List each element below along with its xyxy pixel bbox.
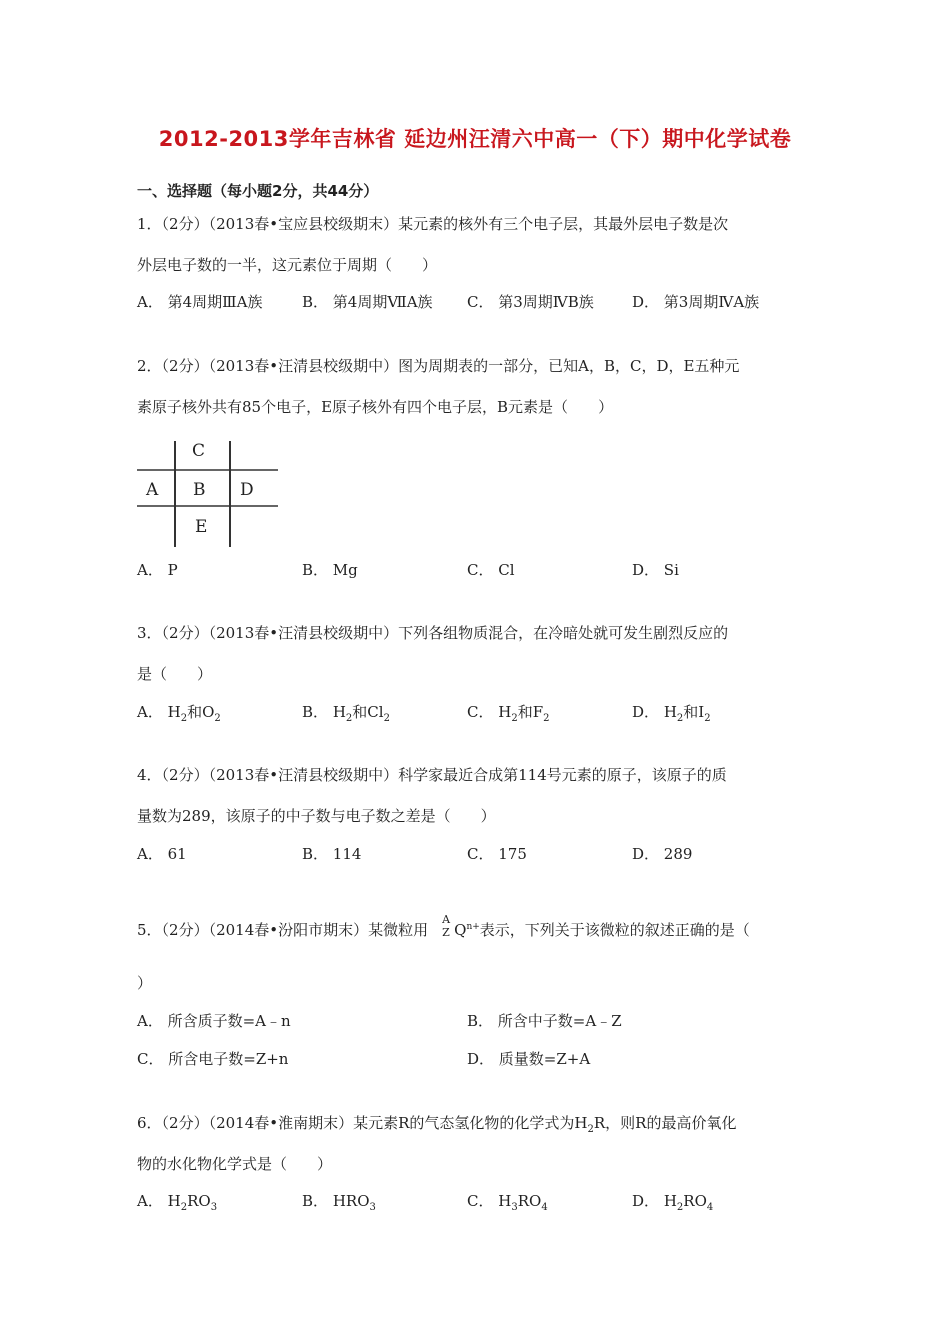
q5-option-b[interactable]: B． 所含中子数=A﹣Z: [467, 1012, 622, 1030]
q2-option-b[interactable]: B． Mg: [302, 561, 358, 579]
q5-options-row1: [137, 1010, 817, 1030]
q3-option-b[interactable]: B． $H_2$和$Cl_2$: [302, 703, 390, 724]
q2-stem-line2: 素原子核外共有85个电子，E原子核外有四个电子层，B元素是（ ）: [137, 398, 614, 416]
q3-option-a[interactable]: A． $H_2$和$O_2$: [137, 703, 221, 724]
q4-stem-line1: 4．（2分）（2013春•汪清县校级期中）科学家最近合成第114号元素的原子，该原子的质: [137, 766, 727, 784]
q3-stem-line2: 是（ ）: [137, 665, 213, 683]
q1-option-b[interactable]: B． 第4周期ⅦA族: [302, 293, 433, 311]
q6-stem-line2: 物的水化物化学式是（ ）: [137, 1155, 333, 1173]
q1-option-c[interactable]: C． 第3周期ⅣB族: [467, 293, 594, 311]
section-heading: 一、选择题（每小题2分，共44分）: [137, 182, 379, 200]
q5-option-c[interactable]: C． 所含电子数=Z+n: [137, 1050, 289, 1068]
page-title: 2012-2013学年吉林省 延边州汪清六中高一（下）期中化学试卷: [158, 127, 792, 151]
q5-stem-line2: ）: [137, 974, 153, 992]
q1-stem-line1: 1．（2分）（2013春•宝应县校级期末）某元素的核外有三个电子层，其最外层电子数是次: [137, 215, 729, 233]
q2-option-a[interactable]: A． P: [137, 561, 178, 579]
q2-stem-line1: 2．（2分）（2013春•汪清县校级期中）图为周期表的一部分，已知A，B，C，D，E五种元: [137, 357, 740, 375]
q3-options: [137, 701, 817, 724]
q6-option-b[interactable]: B． $HRO_3$: [302, 1192, 376, 1213]
q3-option-c[interactable]: C． $H_2$和$F_2$: [467, 703, 550, 724]
q3-option-d[interactable]: D． $H_2$和$I_2$: [632, 703, 711, 724]
q4-options: [137, 843, 817, 863]
table-cell-b: B: [193, 480, 206, 500]
q6-option-a[interactable]: A． $H_2RO_3$: [137, 1192, 218, 1213]
q1-options: [137, 291, 817, 311]
table-cell-d: D: [240, 480, 254, 500]
q1-option-a[interactable]: A． 第4周期ⅢA族: [137, 293, 263, 311]
q4-option-a[interactable]: A． 61: [137, 845, 187, 863]
periodic-table-fragment: [137, 441, 278, 547]
q2-option-d[interactable]: D． Si: [632, 561, 679, 579]
q1-stem-line2: 外层电子数的一半，这元素位于周期（ ）: [137, 256, 438, 274]
q4-option-c[interactable]: C． 175: [467, 845, 527, 863]
q6-stem-line1: 6．（2分）（2014春•淮南期末）某元素R的气态氢化物的化学式为$H_2R$，则R的最高价氧化: [137, 1114, 737, 1135]
q1-option-d[interactable]: D． 第3周期ⅣA族: [632, 293, 760, 311]
table-cell-c: C: [192, 441, 206, 461]
q4-option-b[interactable]: B． 114: [302, 845, 362, 863]
nuclide-symbol: A Z: [442, 913, 451, 939]
table-cell-a: A: [146, 480, 159, 500]
q2-option-c[interactable]: C． Cl: [467, 561, 515, 579]
q5-option-a[interactable]: A． 所含质子数=A﹣n: [137, 1012, 291, 1030]
q5-options-row2: [137, 1048, 817, 1068]
q6-option-c[interactable]: C． $H_3RO_4$: [467, 1192, 548, 1213]
table-cell-e: E: [195, 517, 208, 537]
q5-option-d[interactable]: D． 质量数=Z+A: [467, 1050, 591, 1068]
q6-option-d[interactable]: D． $H_2RO_4$: [632, 1192, 714, 1213]
q2-options: [137, 559, 817, 579]
q3-stem-line1: 3．（2分）（2013春•汪清县校级期中）下列各组物质混合，在冷暗处就可发生剧烈反应的: [137, 624, 729, 642]
q4-option-d[interactable]: D． 289: [632, 845, 693, 863]
q4-stem-line2: 量数为289，该原子的中子数与电子数之差是（ ）: [137, 807, 496, 825]
q5-stem-line1: 5．（2分）（2014春•汾阳市期末）某微粒用 A Z $Q^{n+}$表示，下列关于该微粒的叙述正确的是（: [137, 913, 750, 939]
q6-options: [137, 1190, 817, 1213]
